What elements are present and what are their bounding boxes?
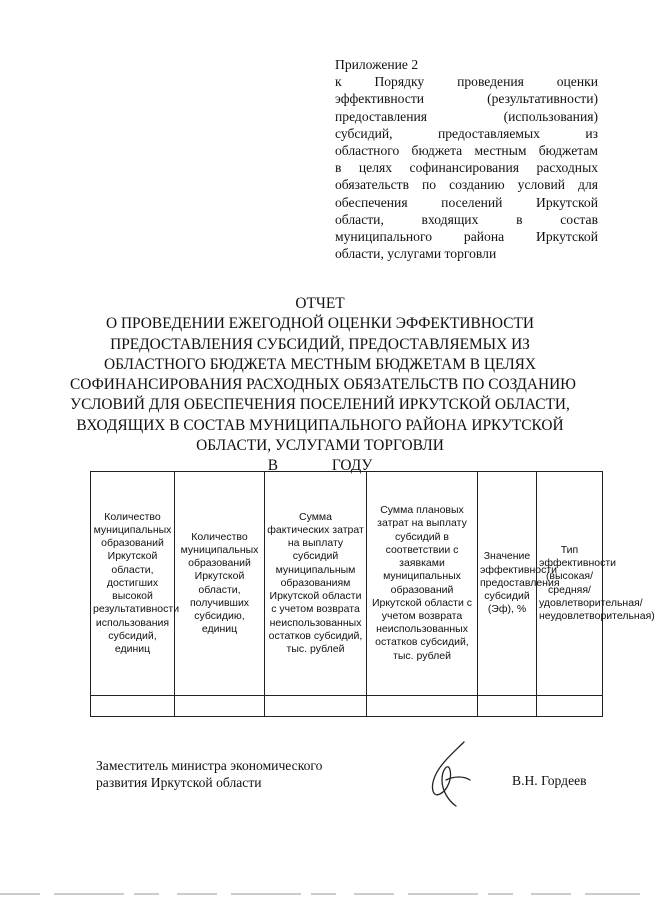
title-line: ВХОДЯЩИХ В СОСТАВ МУНИЦИПАЛЬНОГО РАЙОНА ИРКУТСКОЙ bbox=[76, 416, 564, 434]
appendix-line: к Порядку проведения оценки bbox=[335, 74, 598, 90]
appendix-line: обязательств по созданию условий для bbox=[335, 177, 598, 193]
appendix-line: муниципального района Иркутской bbox=[335, 229, 598, 245]
appendix-line: эффективности (результативности) bbox=[335, 91, 598, 107]
title-line: В ______ ГОДУ bbox=[267, 457, 373, 475]
table-header-row bbox=[91, 472, 603, 696]
signatory-position bbox=[96, 758, 322, 791]
header-cell: Количество муниципальных образований Иркутской области, достигших высокой результативности использования субсидий, единиц bbox=[91, 472, 175, 696]
appendix-line: предоставления (использования) bbox=[335, 108, 598, 124]
table-cell bbox=[265, 696, 367, 717]
title-line: ОТЧЕТ bbox=[295, 295, 345, 312]
appendix-line: области, входящих в состав bbox=[335, 211, 598, 227]
table-cell bbox=[367, 696, 478, 717]
header-cell: Сумма фактических затрат на выплату субсидий муниципальным образованиям Иркутской области с учетом возврата неиспользованных остатков субсидий, тыс. рублей bbox=[265, 472, 367, 696]
header-cell: Значение эффективности предоставления субсидий (Эф), % bbox=[478, 472, 537, 696]
header-cell: Тип эффективности (высокая/средняя/удовлетворительная/неудовлетворительная) bbox=[537, 472, 603, 696]
appendix-line: Приложение 2 bbox=[335, 57, 419, 72]
header-cell: Сумма плановых затрат на выплату субсидий в соответствии с заявками муниципальных образований Иркутской области с учетом возврата неиспользованных остатков субсидий, тыс. рублей bbox=[367, 472, 478, 696]
title-line: ОБЛАСТНОГО БЮДЖЕТА МЕСТНЫМ БЮДЖЕТАМ В ЦЕЛЯХ bbox=[103, 355, 537, 373]
table-row bbox=[91, 696, 603, 717]
report-table bbox=[90, 471, 655, 717]
signatory-position-line: развития Иркутской области bbox=[96, 774, 262, 790]
appendix-line: обеспечения поселений Иркутской bbox=[335, 194, 598, 210]
appendix-line: областного бюджета местным бюджетам bbox=[335, 143, 598, 159]
table-cell bbox=[175, 696, 265, 717]
title-line: ОБЛАСТИ, УСЛУГАМИ ТОРГОВЛИ bbox=[196, 437, 444, 455]
appendix-line: области, услугами торговли bbox=[335, 246, 497, 262]
signatory-position-line: Заместитель министра экономического bbox=[96, 758, 323, 773]
title-line: О ПРОВЕДЕНИИ ЕЖЕГОДНОЙ ОЦЕНКИ ЭФФЕКТИВНОСТИ bbox=[105, 315, 534, 333]
signatory-name: В.Н. Гордеев bbox=[512, 773, 587, 788]
title-line: ПРЕДОСТАВЛЕНИЯ СУБСИДИЙ, ПРЕДОСТАВЛЯЕМЫХ ИЗ bbox=[110, 335, 530, 353]
table-cell bbox=[91, 696, 175, 717]
handwritten-signature bbox=[420, 740, 480, 810]
header-cell: Количество муниципальных образований Иркутской области, получивших субсидию, единиц bbox=[175, 472, 265, 696]
table-cell bbox=[478, 696, 537, 717]
table-cell bbox=[537, 696, 603, 717]
title-line: УСЛОВИЙ ДЛЯ ОБЕСПЕЧЕНИЯ ПОСЕЛЕНИЙ ИРКУТСКОЙ ОБЛАСТИ, bbox=[70, 396, 570, 414]
report-title bbox=[70, 294, 576, 477]
appendix-block bbox=[335, 56, 598, 262]
appendix-line: в целях софинансирования расходных bbox=[335, 160, 598, 176]
appendix-line: субсидий, предоставляемых из bbox=[335, 125, 598, 141]
title-line: СОФИНАНСИРОВАНИЯ РАСХОДНЫХ ОБЯЗАТЕЛЬСТВ ПО СОЗДАНИЮ bbox=[70, 376, 576, 394]
scan-edge-artifact bbox=[0, 891, 640, 897]
